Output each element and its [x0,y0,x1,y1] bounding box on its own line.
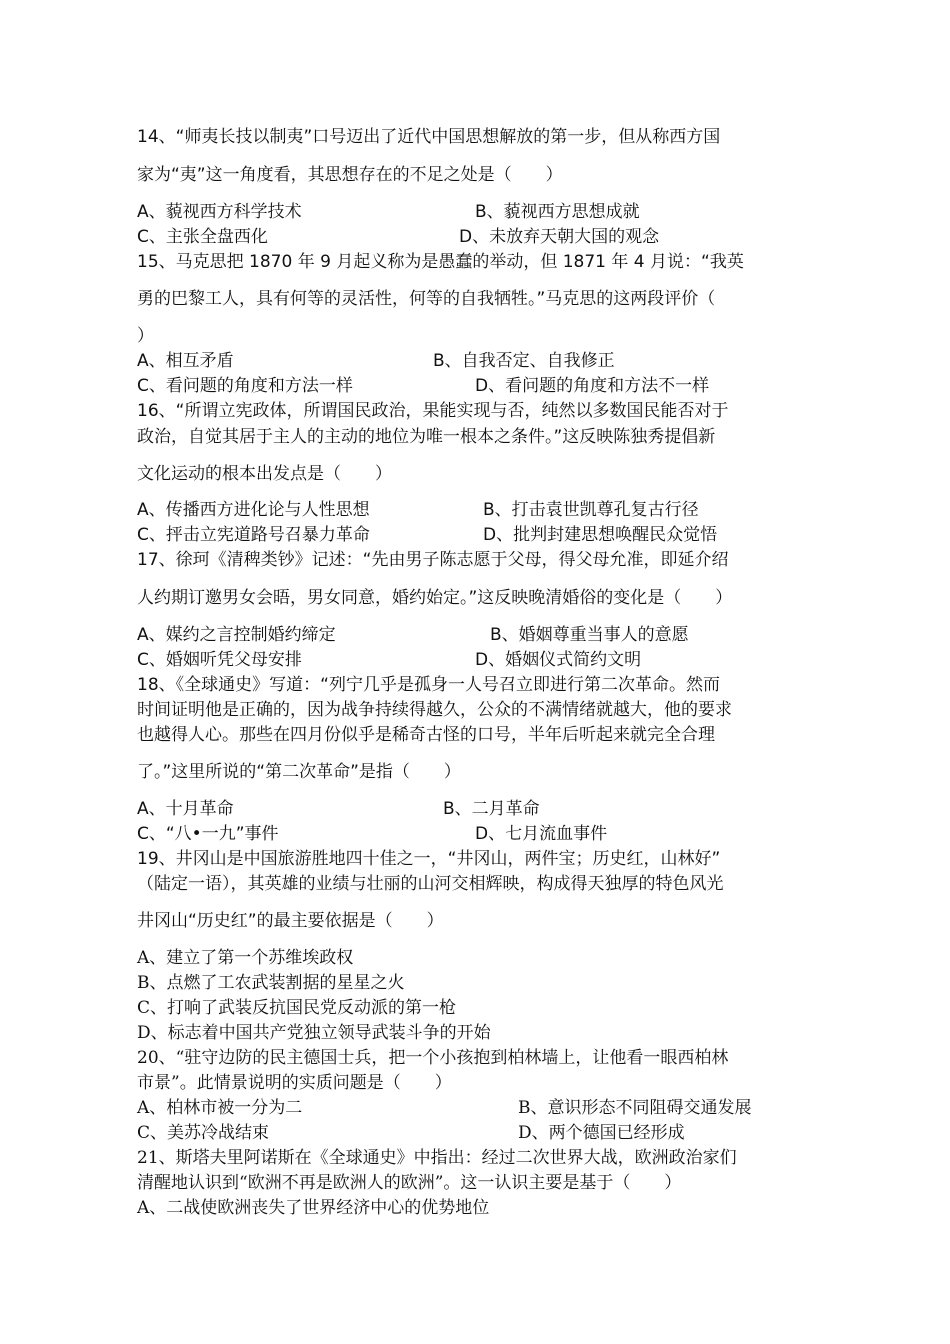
question-18-line-1: 18、《全球通史》写道：“列宁几乎是孤身一人号召立即进行第二次革命。然而 [137,675,720,695]
question-16-line-2: 政治，自觉其居于主人的主动的地位为唯一根本之条件。”这反映陈独秀提倡新 [137,427,716,447]
question-18-line-2: 时间证明他是正确的，因为战争持续得越久，公众的不满情绪就越大，他的要求 [137,700,732,720]
option-a: A、柏林市被一分为二 [137,1098,303,1118]
option-a: A、传播西方进化论与人性思想 [137,500,370,520]
question-18-line-4: 了。”这里所说的“第二次革命”是指（ ） [137,762,461,782]
question-20-options-row-1 [137,1097,817,1119]
question-21-line-2: 清醒地认识到“欧洲不再是欧洲人的欧洲”。这一认识主要是基于（ ） [137,1173,682,1193]
question-14-line-2: 家为“夷”这一角度看，其思想存在的不足之处是（ ） [137,165,563,185]
question-16-options-row-2 [137,524,817,546]
question-19-line-3: 井冈山“历史红”的最主要依据是（ ） [137,911,444,931]
question-19-line-2: （陆定一语），其英雄的业绩与壮丽的山河交相辉映，构成得天独厚的特色风光 [137,874,724,894]
question-20-line-2: 市景”。此情景说明的实质问题是（ ） [137,1073,452,1093]
question-20-options-row-2 [137,1122,817,1144]
option-b: B、二月革命 [443,799,540,819]
option-a: A、媒约之言控制婚约缔定 [137,625,336,645]
question-17-options-row-1 [137,624,817,646]
question-20-line-1: 20、“驻守边防的民主德国士兵，把一个小孩抱到柏林墙上，让他看一眼西柏林 [137,1048,729,1068]
option-a: A、相互矛盾 [137,351,234,371]
question-16-line-3: 文化运动的根本出发点是（ ） [137,464,392,484]
option-c: C、抨击立宪道路号召暴力革命 [137,525,370,545]
option-d: D、七月流血事件 [475,824,608,844]
option-b: B、婚姻尊重当事人的意愿 [490,625,689,645]
option-c: C、“八•一九”事件 [137,824,279,844]
option-a: A、藐视西方科学技术 [137,202,302,222]
question-21-option-a: A、二战使欧洲丧失了世界经济中心的优势地位 [137,1198,490,1218]
option-d: D、看问题的角度和方法不一样 [475,376,710,396]
question-17-line-1: 17、徐珂《清稗类钞》记述：“先由男子陈志愿于父母，得父母允准，即延介绍 [137,550,729,570]
question-15-options-row-2 [137,375,817,397]
question-16-line-1: 16、“所谓立宪政体，所谓国民政治，果能实现与否，纯然以多数国民能否对于 [137,401,729,421]
option-b: B、打击袁世凯尊孔复古行径 [483,500,699,520]
option-d: D、两个德国已经形成 [518,1123,685,1143]
option-b: B、藐视西方思想成就 [475,202,640,222]
question-19-option-b: B、点燃了工农武装割据的星星之火 [137,973,405,993]
option-b: B、自我否定、自我修正 [433,351,615,371]
option-d: D、婚姻仪式简约文明 [475,650,642,670]
option-d: D、未放弃天朝大国的观念 [459,227,660,247]
question-18-options-row-1 [137,798,817,820]
question-14-options-row-1 [137,201,817,223]
question-17-line-2: 人约期订邀男女会晤，男女同意，婚约始定。”这反映晚清婚俗的变化是（ ） [137,588,733,608]
question-14-options-row-2 [137,226,817,248]
option-b: B、意识形态不同阻碍交通发展 [518,1098,752,1118]
option-c: C、婚姻听凭父母安排 [137,650,302,670]
question-19-option-d: D、标志着中国共产党独立领导武装斗争的开始 [137,1023,491,1043]
option-a: A、十月革命 [137,799,234,819]
question-19-option-c: C、打响了武装反抗国民党反动派的第一枪 [137,998,457,1018]
option-d: D、批判封建思想唤醒民众觉悟 [483,525,718,545]
question-18-line-3: 也越得人心。那些在四月份似乎是稀奇古怪的口号，半年后听起来就完全合理 [137,725,715,745]
question-18-options-row-2 [137,823,817,845]
question-19-option-a: A、建立了第一个苏维埃政权 [137,948,354,968]
question-17-options-row-2 [137,649,817,671]
question-16-options-row-1 [137,499,817,521]
question-21-line-1: 21、斯塔夫里阿诺斯在《全球通史》中指出：经过二次世界大战，欧洲政治家们 [137,1148,737,1168]
option-c: C、美苏冷战结束 [137,1123,270,1143]
option-c: C、看问题的角度和方法一样 [137,376,353,396]
question-15-line-3: ） [137,326,154,346]
question-15-options-row-1 [137,350,817,372]
question-15-line-2: 勇的巴黎工人，具有何等的灵活性，何等的自我牺牲。”马克思的这两段评价（ [137,289,716,309]
question-19-line-1: 19、井冈山是中国旅游胜地四十佳之一，“井冈山，两件宝；历史红，山林好” [137,849,721,869]
question-15-line-1: 15、马克思把 1870 年 9 月起义称为是愚蠢的举动，但 1871 年 4 月说：“我英 [137,252,744,272]
option-c: C、主张全盘西化 [137,227,268,247]
question-14-line-1: 14、“师夷长技以制夷”口号迈出了近代中国思想解放的第一步，但从称西方国 [137,127,721,147]
